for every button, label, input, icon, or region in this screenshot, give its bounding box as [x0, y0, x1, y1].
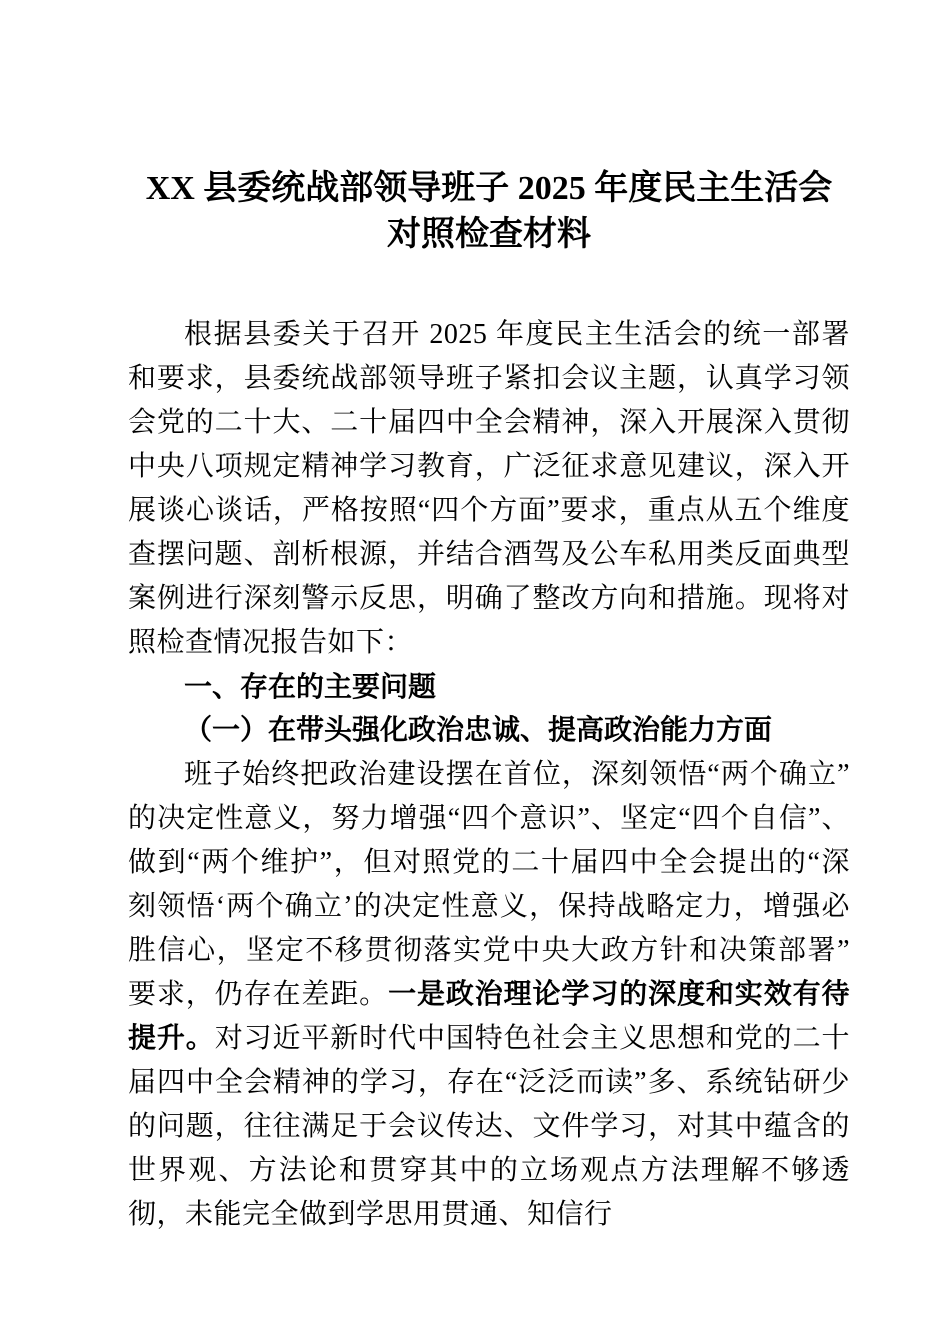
body-paragraph — [128, 753, 850, 1237]
body-text-after-bold: 对习近平新时代中国特色社会主义思想和党的二十届四中全会精神的学习，存在“泛泛而读”多、系统钻研少的问题，往往满足于会议传达、文件学习，对其中蕴含的世界观、方法论和贯穿其中的立场观点方法理解不够透彻，未能完全做到学思用贯通、知信行 — [128, 1023, 850, 1230]
section-heading-main-problems: 一、存在的主要问题 — [184, 671, 437, 702]
intro-paragraph: 根据县委关于召开 2025 年度民主生活会的统一部署和要求，县委统战部领导班子紧扣会议主题，认真学习领会党的二十大、二十届四中全会精神，深入开展深入贯彻中央八项规定精神学习教育，广泛征求意见建议，深入开展谈心谈话，严格按照“四个方面”要求，重点从五个维度查摆问题、剖析根源，并结合酒驾及公车私用类反面典型案例进行深刻警示反思，明确了整改方向和措施。现将对照检查情况报告如下： — [128, 319, 850, 658]
body-text-before-bold: 班子始终把政治建设摆在首位，深刻领悟“两个确立”的决定性意义，努力增强“四个意识”、坚定“四个自信”、做到“两个维护”，但对照党的二十届四中全会提出的“深刻领悟‘两个确立’的决定性意义，保持战略定力，增强必胜信心，坚定不移贯彻落实党中央大政方针和决策部署”要求，仍存在差距。 — [128, 759, 850, 1010]
document-title-line-2: 对照检查材料 — [387, 216, 591, 253]
body-text-bold-point-one: 一是政治理论学习的深度和实效有待提升。 — [128, 979, 850, 1054]
document-title-line-1: XX 县委统战部领导班子 2025 年度民主生活会 — [145, 170, 833, 207]
subsection-heading-political-loyalty: （一）在带头强化政治忠诚、提高政治能力方面 — [184, 715, 773, 746]
document-title — [128, 166, 850, 258]
page-content — [128, 0, 850, 1237]
